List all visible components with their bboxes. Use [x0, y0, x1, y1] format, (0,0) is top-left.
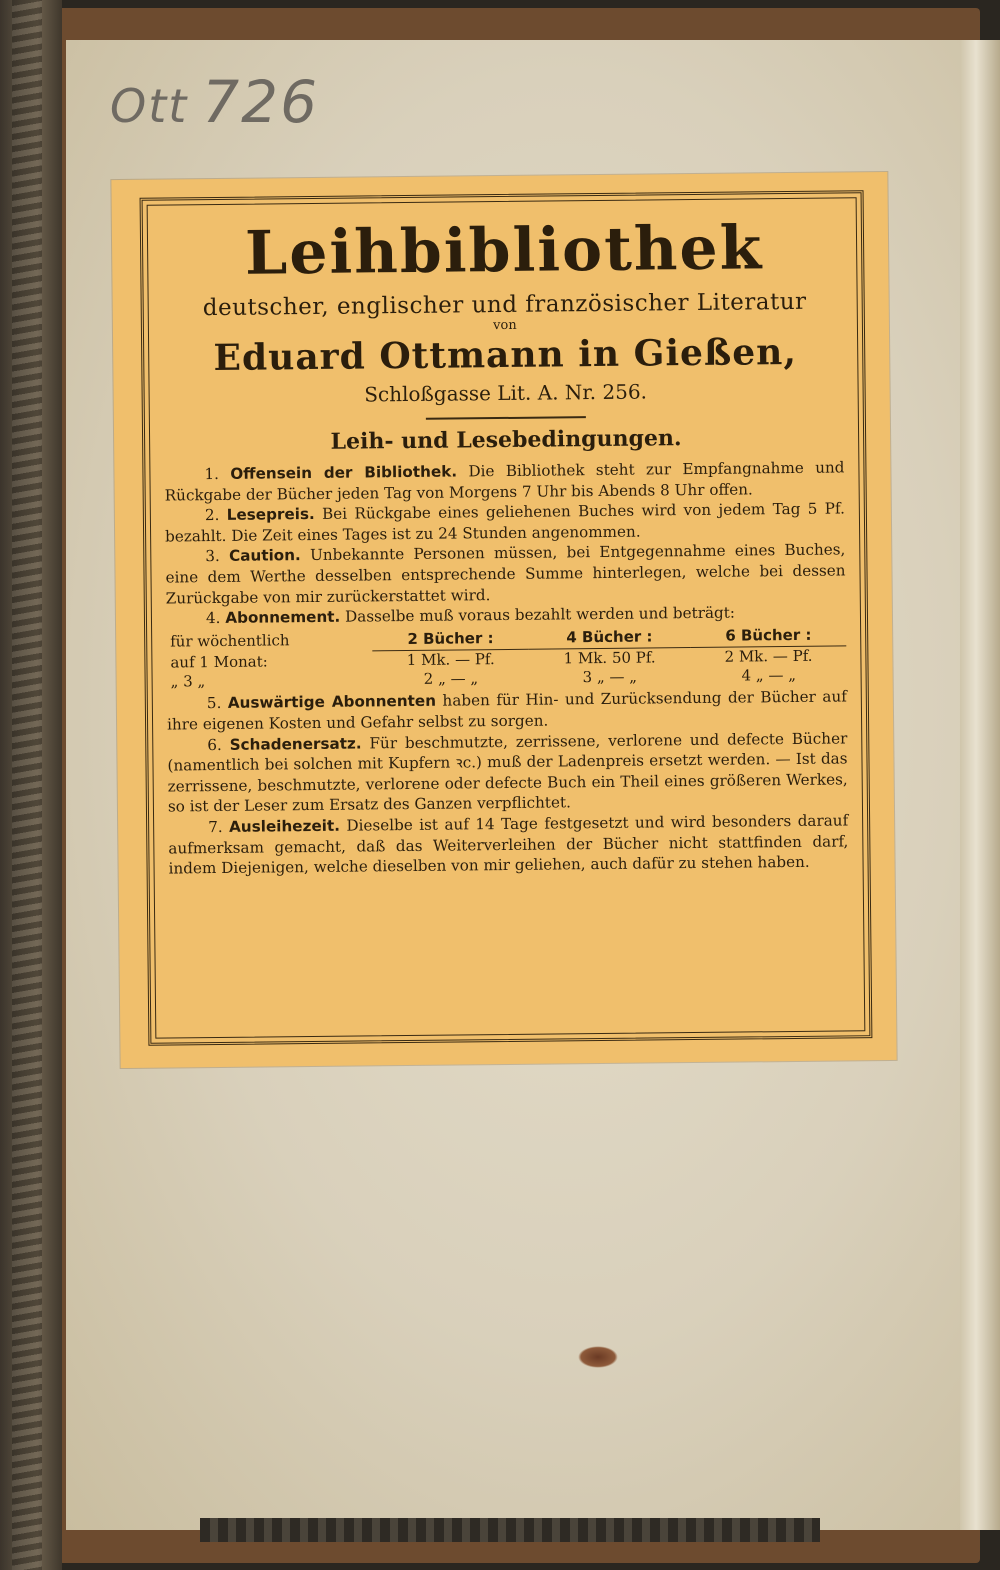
rule-item: 7. Ausleihezeit. Dieselbe ist auf 14 Tage festgesetzt und wird besonders darauf aufmerksam gemacht, daß das Weiterverleihen der Bücher nicht stattfinden darf, indem Diejenigen, welche dieselben von mir geliehen, auch dafür zu stehen haben.	[168, 811, 849, 878]
label-address: Schloßgasse Lit. A. Nr. 256.	[364, 379, 648, 407]
shelfmark-number: 726	[202, 68, 319, 136]
price-cell: 2 Mk. — Pf.	[724, 647, 813, 667]
price-col-header: 4 Bücher :	[528, 626, 690, 650]
price-cell: 1 Mk. — Pf.	[406, 650, 495, 670]
rule-item: 4. Abonnement. Dasselbe muß voraus bezahlt werden und beträgt:	[205, 603, 736, 628]
rule-item: 2. Lesepreis. Bei Rückgabe eines geliehenen Buches wird von jedem Tag 5 Pf. bezahlt. Die Zeit eines Tages ist zu 24 Stunden angenommen.	[165, 499, 845, 546]
rule-item: 5. Auswärtige Abonnenten haben für Hin- und Zurücksendung der Bücher auf ihre eigenen Kosten und Gefahr selbst zu sorgen.	[166, 687, 847, 734]
price-cell: 4 „ — „	[741, 666, 797, 685]
price-cell: 1 Mk. 50 Pf.	[563, 648, 656, 668]
price-col-label: für wöchentlich	[170, 631, 290, 651]
rule-item: 6. Schadenersatz. Für beschmutzte, zerrissene, verlorene und defecte Bücher (namentlich bei solchen mit Kupfern ꝛc.) muß der Ladenpreis ersetzt werden. — Ist das zerrissene, beschmutzte, verlorene oder defecte Buch ein Theil eines größeren Werkes, so ist der Leser zum Ersatz des Ganzen verpflichtet.	[167, 728, 848, 816]
handwritten-shelfmark	[110, 68, 319, 136]
rules-list	[162, 457, 854, 879]
price-col-header: 2 Bücher :	[373, 627, 529, 651]
price-cell: 3 „ — „	[582, 667, 638, 687]
price-cell: auf 1 Monat:	[170, 652, 268, 672]
book-spine-edge	[0, 0, 62, 1570]
rule-item: 1. Offensein der Bibliothek. Die Bibliothek steht zur Empfangnahme und Rückgabe der Bücher jeden Tag von Morgens 7 Uhr bis Abends 8 Uhr offen.	[164, 458, 845, 505]
label-content	[160, 208, 855, 879]
stain-mark	[578, 1346, 618, 1368]
price-table	[166, 624, 847, 692]
conditions-title: Leih- und Lesebedingungen.	[330, 425, 682, 455]
cover-bottom-edge	[200, 1518, 820, 1542]
rule-item: 3. Caution. Unbekannte Personen müssen, bei Entgegennahme eines Buches, eine dem Werthe desselben entsprechende Summe hinterlegen, welche bei dessen Zurückgabe von mir zurückerstattet wird.	[165, 540, 846, 608]
label-title: Leihbibliothek	[244, 213, 764, 289]
label-owner: Eduard Ottmann in Gießen,	[213, 330, 798, 380]
page-gutter	[960, 40, 1000, 1530]
library-label	[111, 172, 896, 1068]
label-von: von	[493, 317, 517, 334]
shelfmark-prefix: Ott	[110, 79, 189, 133]
price-cell: 2 „ — „	[423, 669, 479, 689]
price-col-header: 6 Bücher :	[690, 624, 846, 648]
price-cell: „ 3 „	[170, 672, 206, 691]
label-subtitle: deutscher, englischer und französischer Literatur	[202, 288, 807, 322]
divider	[426, 416, 586, 420]
